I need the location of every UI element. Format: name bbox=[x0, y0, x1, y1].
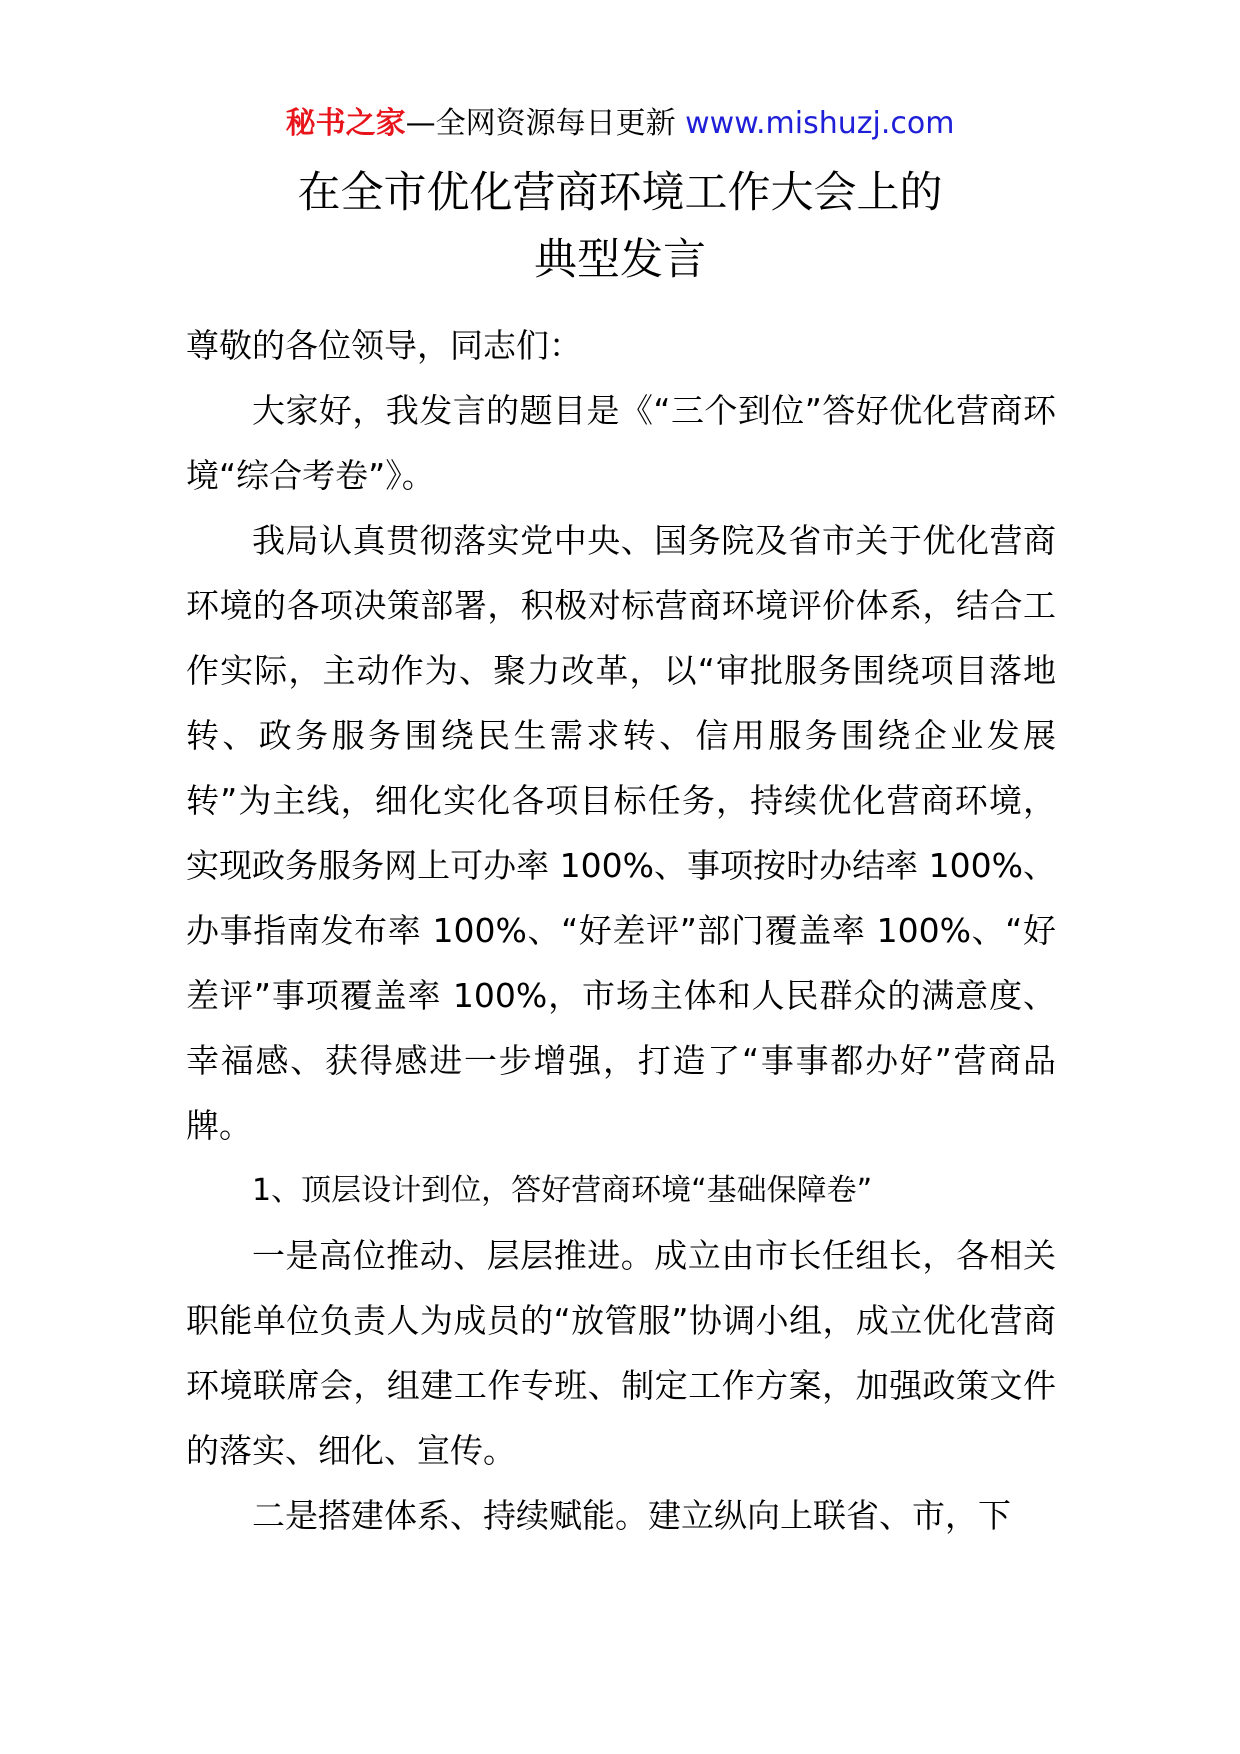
measure-paragraph-1: 一是高位推动、层层推进。成立由市长任组长，各相关职能单位负责人为成员的“放管服”协调小组，成立优化营商环境联席会，组建工作专班、制定工作方案，加强政策文件的落实、细化、宣传。 bbox=[186, 1236, 1056, 1470]
document-body bbox=[186, 313, 1056, 1548]
site-url-link[interactable]: www.mishuzj.com bbox=[685, 106, 955, 141]
overview-paragraph: 我局认真贯彻落实党中央、国务院及省市关于优化营商环境的各项决策部署，积极对标营商环境评价体系，结合工作实际，主动作为、聚力改革，以“审批服务围绕项目落地转、政务服务围绕民生需求转、信用服务围绕企业发展转”为主线，细化实化各项目标任务，持续优化营商环境，实现政务服务网上可办率 100%、事项按时办结率 100%、办事指南发布率 100%、“好差评”部门覆盖率 100%、“好差评”事项覆盖率 100%，市场主体和人民群众的满意度、幸福感、获得感进一步增强，打造了“事事都办好”营商品牌。 bbox=[186, 521, 1056, 1145]
document-title-line-2: 典型发言 bbox=[534, 235, 706, 285]
section-heading-1: 1、顶层设计到位，答好营商环境“基础保障卷” bbox=[252, 1173, 873, 1208]
intro-paragraph: 大家好，我发言的题目是《“三个到位”答好优化营商环境“综合考卷”》。 bbox=[186, 391, 1056, 495]
brand-name: 秘书之家 bbox=[285, 106, 406, 141]
measure-paragraph-2: 二是搭建体系、持续赋能。建立纵向上联省、市，下 bbox=[252, 1496, 1011, 1535]
header-tagline: —全网资源每日更新 bbox=[405, 106, 676, 141]
salutation: 尊敬的各位领导，同志们： bbox=[186, 326, 582, 365]
document-title-line-1: 在全市优化营商环境工作大会上的 bbox=[297, 168, 943, 218]
site-header bbox=[0, 104, 1240, 144]
